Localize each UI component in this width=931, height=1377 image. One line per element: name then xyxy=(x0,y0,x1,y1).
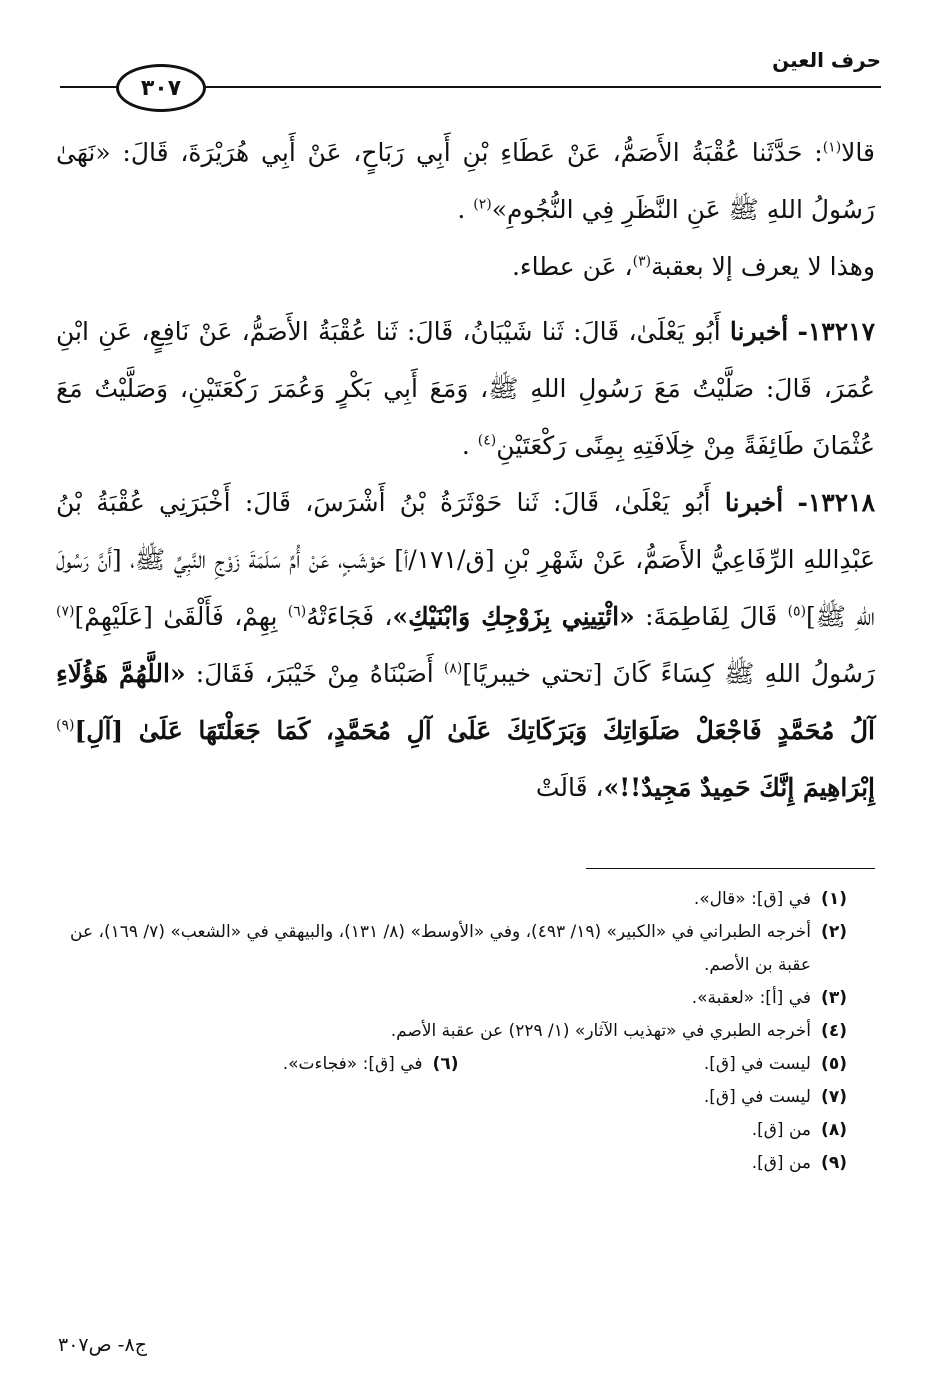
text-run: : حَدَّثَنا عُقْبَةُ الأَصَمُّ، عَنْ عَطَاءِ بْنِ أَبِي رَبَاحٍ، عَنْ أَبِي هُرَيْرَةَ، قَالَ: «نَهَىٰ رَسُولُ اللهِ ﷺ عَنِ النَّظَرِ فِي النُّجُومِ» xyxy=(56,138,875,224)
text-run: . xyxy=(461,431,470,460)
footnote-text: من [ق]. xyxy=(751,1120,811,1140)
footnotes xyxy=(70,883,847,1180)
page-number-oval xyxy=(116,64,206,112)
footnote-2 xyxy=(70,916,847,982)
hadith-13218 xyxy=(56,474,875,816)
footnote-number: (٦) xyxy=(432,1054,459,1074)
page-number: ٣٠٧ xyxy=(140,75,182,101)
footnote-number: (٤) xyxy=(821,1021,847,1041)
footnote-ref: (٩) xyxy=(56,717,75,734)
footnote-number: (٣) xyxy=(821,988,847,1008)
footnote-text: ليست في [ق]. xyxy=(703,1054,811,1074)
footnote-separator xyxy=(586,868,875,869)
footnote-5 xyxy=(459,1048,848,1081)
footnote-number: (٩) xyxy=(821,1153,847,1173)
footnote-text: أخرجه الطبراني في «الكبير» (١٩/ ٤٩٣)، وفي «الأوسط» (٨/ ١٣١)، والبيهقي في «الشعب» (٧/ ١٦٩)، عن عقبة بن الأصم. xyxy=(70,922,811,975)
paragraph-1 xyxy=(56,124,875,238)
footnote-6 xyxy=(70,1048,459,1081)
text-run: ، قَالَتْ xyxy=(535,773,604,802)
footnote-text: ليست في [ق]. xyxy=(703,1087,811,1107)
text-run: قَالَ لِفَاطِمَةَ: xyxy=(645,602,778,631)
paragraph-2 xyxy=(56,238,875,295)
footnote-text: في [ق]: «فجاءت». xyxy=(282,1054,423,1074)
text-run: ، عَن عطاء. xyxy=(511,252,633,281)
footnote-number: (٨) xyxy=(821,1120,847,1140)
footnote-text: أخرجه الطبري في «تهذيب الآثار» (١/ ٢٢٩) عن عقبة الأصم. xyxy=(390,1021,811,1041)
volume-page-folio: ج٨- ص٣٠٧ xyxy=(58,1334,147,1356)
footnote-ref: (٦) xyxy=(287,603,307,620)
footnote-ref: (٣) xyxy=(632,253,652,270)
hadith-number: ١٣٢١٧- xyxy=(797,317,876,346)
text-run: رَسُولُ اللهِ ﷺ كِسَاءً كَانَ [تحتي خيبريًا] xyxy=(462,659,876,688)
text-run: ، فَجَاءَتْهُ xyxy=(306,602,393,631)
footnote-ref: (٨) xyxy=(443,660,463,677)
running-title: حرف العين xyxy=(772,48,881,72)
footnote-number: (٥) xyxy=(821,1054,847,1074)
footnote-ref: (٢) xyxy=(473,196,492,213)
footnote-9 xyxy=(70,1147,847,1180)
akhbarana-word: أخبرنا xyxy=(724,488,784,517)
footnote-text: في [ق]: «قال». xyxy=(693,889,811,909)
footnote-number: (٧) xyxy=(821,1087,847,1107)
footnote-1 xyxy=(70,883,847,916)
footnote-text: في [أ]: «لعقبة». xyxy=(691,988,811,1008)
footnote-3 xyxy=(70,982,847,1015)
text-run: أَبُو يَعْلَىٰ، قَالَ: ثَنا حَوْثَرَةُ بْنُ أَشْرَسَ، قَالَ: أَخْبَرَنِي عُقْبَةُ بْنُ عَبْدِاللهِ الرِّفَاعِيُّ الأَصَمُّ، عَنْ شَهْرِ بْنِ [ق/١٧١/أ] حَوْشَبٍ، عَنْ أُمِّ سَلَمَةَ زَوْجِ النَّبِيِّ ﷺ، [أَنَّ رَسُولَ اللهِ ﷺ] xyxy=(56,488,875,631)
footnote-8 xyxy=(70,1114,847,1147)
text-run: قالا xyxy=(841,138,875,167)
quoted-speech: «ائْتِينِي بِزَوْجِكِ وَابْنَيْكِ» xyxy=(392,602,635,631)
text-run: بِهِمْ، فَأَلْقَىٰ [عَلَيْهِمْ] xyxy=(74,602,278,631)
text-run: أَصَبْنَاهُ مِنْ خَيْبَرَ، فَقَالَ: xyxy=(195,659,434,688)
footnote-7 xyxy=(70,1081,847,1114)
footnote-text: من [ق]. xyxy=(751,1153,811,1173)
text-run: أَبُو يَعْلَىٰ، قَالَ: ثَنا شَيْبَانُ، قَالَ: ثَنا عُقْبَةُ الأَصَمُّ، عَنْ نَافِعٍ، عَنِ ابْنِ عُمَرَ، قَالَ: صَلَّيْتُ مَعَ رَسُولِ اللهِ ﷺ، وَمَعَ أَبِي بَكْرٍ وَعُمَرَ رَكْعَتَيْنِ، وَصَلَّيْتُ مَعَ عُثْمَانَ طَائِفَةً مِنْ خِلَافَتِهِ بِمِنًى رَكْعَتَيْنِ xyxy=(56,317,875,460)
quoted-supplication: «اللَّهُمَّ هَؤُلَاءِ آلُ مُحَمَّدٍ فَاجْعَلْ صَلَوَاتِكَ وَبَرَكَاتِكَ عَلَىٰ آلِ مُحَمَّدٍ، كَمَا جَعَلْتَهَا عَلَىٰ [آلِ] xyxy=(56,659,875,745)
hadith-13217 xyxy=(56,303,875,474)
main-text xyxy=(56,124,875,816)
footnote-number: (١) xyxy=(821,889,847,909)
quoted-supplication-end: إِبْرَاهِيمَ إِنَّكَ حَمِيدٌ مَجِيدٌ!!» xyxy=(603,773,875,802)
footnote-4 xyxy=(70,1015,847,1048)
hadith-number: ١٣٢١٨- xyxy=(797,488,875,517)
footnote-ref: (٥) xyxy=(787,603,807,620)
footnote-ref: (١) xyxy=(822,139,842,156)
text-run: وهذا لا يعرف إلا بعقبة xyxy=(651,252,875,281)
footnote-row-5-6 xyxy=(70,1048,847,1081)
footnote-ref: (٧) xyxy=(56,603,75,620)
footnote-number: (٢) xyxy=(821,922,847,942)
text-run: . xyxy=(457,195,466,224)
akhbarana-word: أخبرنا xyxy=(729,317,789,346)
footnote-ref: (٤) xyxy=(477,432,497,449)
